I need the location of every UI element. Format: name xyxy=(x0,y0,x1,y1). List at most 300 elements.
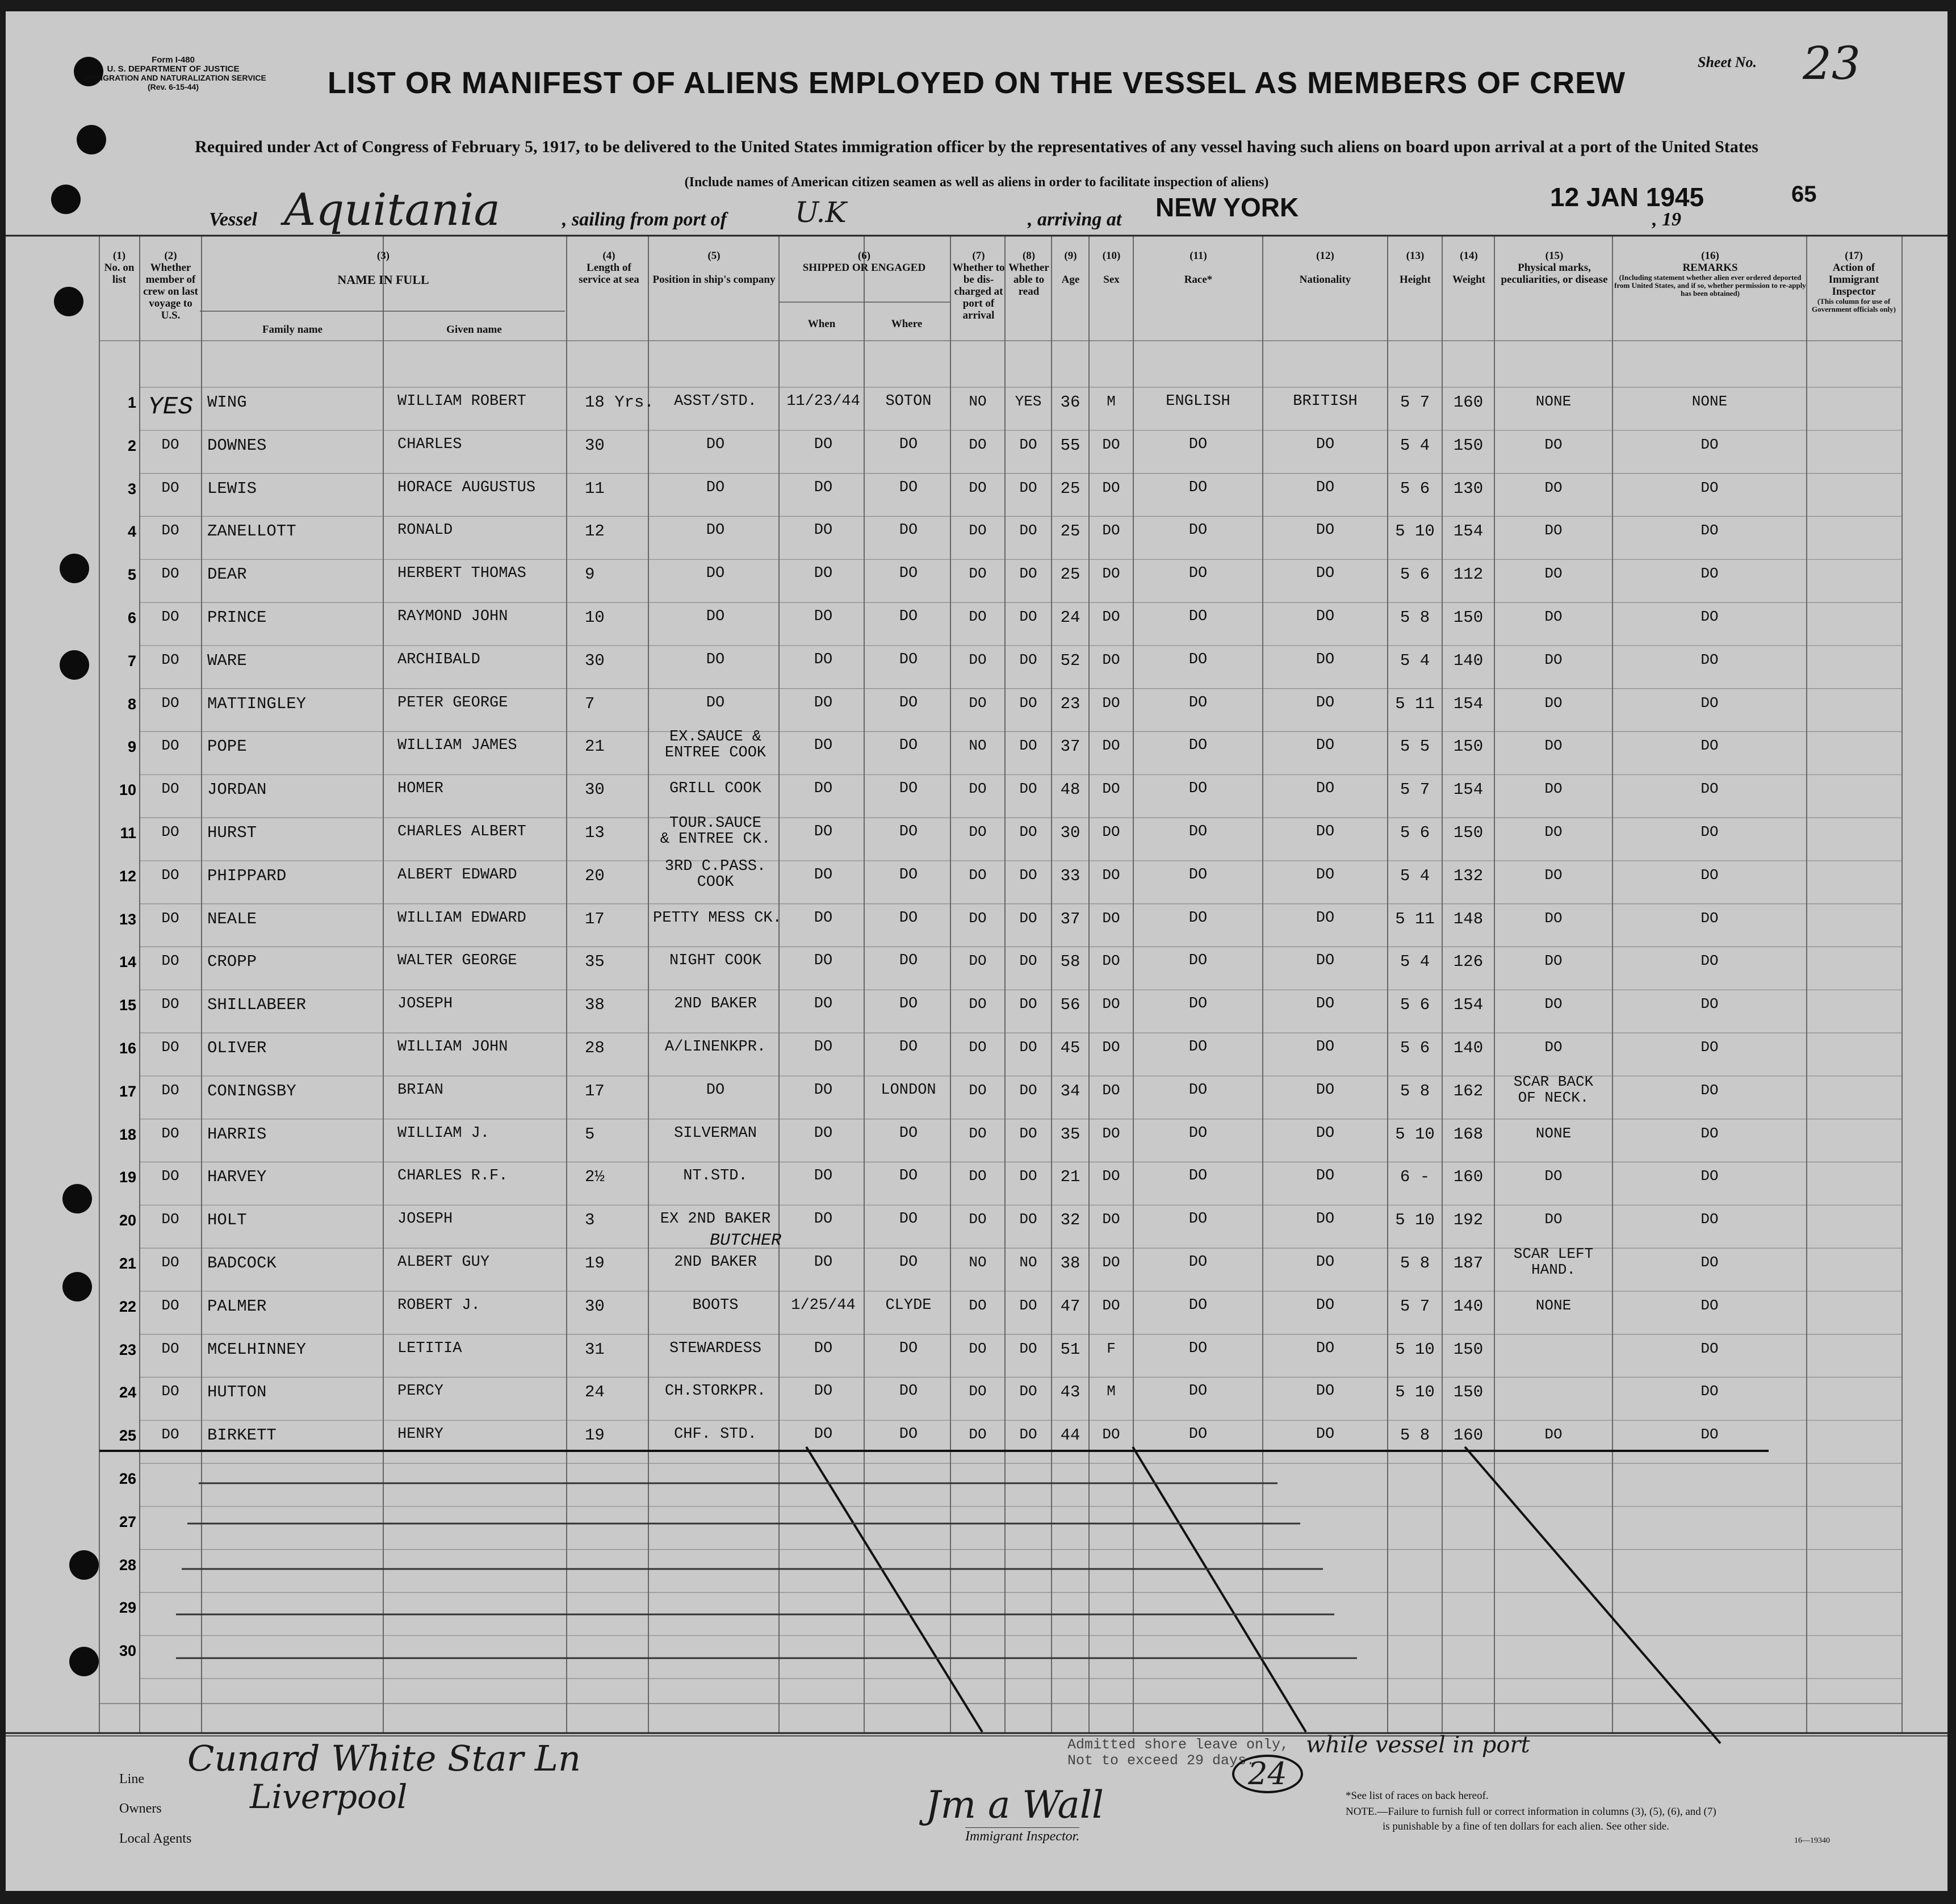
crew-count: 24 xyxy=(1232,1755,1303,1793)
discharge-cell: DO xyxy=(969,1426,987,1443)
given-name-cell: LETITIA xyxy=(397,1340,462,1357)
weight-cell: 140 xyxy=(1453,1039,1484,1057)
family-name-cell: BIRKETT xyxy=(207,1426,277,1445)
weight-cell: 160 xyxy=(1453,393,1484,412)
age-cell: 35 xyxy=(1060,1124,1080,1144)
position-cell: BOOTS xyxy=(692,1296,739,1314)
given-name-cell: WILLIAM ROBERT xyxy=(397,393,526,410)
discharge-cell: DO xyxy=(969,1167,987,1185)
prev-voyage-cell: DO xyxy=(161,565,179,583)
age-cell: 24 xyxy=(1060,608,1080,627)
given-name-cell: WILLIAM EDWARD xyxy=(397,909,526,927)
sex-cell: DO xyxy=(1102,1039,1120,1056)
remarks-cell: DO xyxy=(1700,1296,1719,1314)
discharge-cell: DO xyxy=(969,436,987,453)
weight-cell: 148 xyxy=(1453,909,1484,928)
given-name-cell: PERCY xyxy=(397,1383,444,1400)
weight-cell: 150 xyxy=(1453,1340,1484,1359)
shipped-when-cell: DO xyxy=(814,866,833,884)
prev-voyage-cell: DO xyxy=(161,1426,179,1443)
marks-cell: DO xyxy=(1544,694,1563,712)
age-cell: 48 xyxy=(1060,780,1080,800)
service-cell: 10 xyxy=(585,608,605,627)
row-number: 18 xyxy=(119,1125,136,1143)
family-name-cell: WING xyxy=(207,393,247,412)
height-cell: 5 10 xyxy=(1395,1211,1435,1230)
marks-cell: SCAR LEFT HAND. xyxy=(1513,1245,1594,1278)
race-cell: DO xyxy=(1188,522,1208,539)
race-cell: DO xyxy=(1188,1383,1208,1400)
shipped-where-cell: DO xyxy=(899,1211,918,1228)
sex-cell: DO xyxy=(1102,737,1120,755)
given-name-cell: WALTER GEORGE xyxy=(397,952,517,970)
nationality-cell: DO xyxy=(1316,1167,1335,1185)
discharge-cell: DO xyxy=(969,952,987,970)
age-cell: 38 xyxy=(1060,1254,1080,1273)
weight-cell: 130 xyxy=(1453,479,1484,498)
weight-cell: 168 xyxy=(1453,1124,1484,1144)
shipped-where-cell: DO xyxy=(899,1383,918,1400)
family-name-cell: NEALE xyxy=(207,909,257,928)
col6-when-header: When xyxy=(807,318,836,330)
family-name-cell: CROPP xyxy=(207,952,257,972)
prev-voyage-cell: DO xyxy=(161,952,179,970)
position-cell: NIGHT COOK xyxy=(669,952,762,970)
col3-header: (3) NAME IN FULL xyxy=(337,250,429,287)
marks-cell: DO xyxy=(1544,608,1563,625)
given-name-cell: ROBERT J. xyxy=(397,1296,480,1314)
col9-header: (9) Age xyxy=(1061,250,1080,286)
marks-cell: DO xyxy=(1544,479,1563,496)
shipped-where-cell: DO xyxy=(899,737,918,755)
given-name-cell: RAYMOND JOHN xyxy=(397,608,508,625)
family-name-cell: HURST xyxy=(207,823,257,842)
marks-cell: DO xyxy=(1544,866,1563,884)
shipped-when-cell: DO xyxy=(814,522,833,539)
shipped-where-cell: DO xyxy=(899,866,918,884)
remarks-cell: DO xyxy=(1700,823,1719,840)
age-cell: 56 xyxy=(1060,995,1080,1015)
owners-value: Liverpool xyxy=(250,1777,408,1816)
prev-voyage-cell: DO xyxy=(161,436,179,453)
prev-voyage-cell: DO xyxy=(161,823,179,840)
height-cell: 5 11 xyxy=(1395,694,1435,713)
service-cell: 21 xyxy=(585,737,605,756)
read-cell: DO xyxy=(1019,479,1037,496)
height-cell: 5 4 xyxy=(1400,866,1430,885)
admitted-note: Admitted shore leave only, xyxy=(1067,1736,1289,1753)
weight-cell: 162 xyxy=(1453,1081,1484,1100)
nationality-cell: DO xyxy=(1316,1254,1335,1271)
race-cell: DO xyxy=(1188,436,1208,453)
race-cell: DO xyxy=(1188,694,1208,712)
shipped-when-cell: DO xyxy=(814,565,833,583)
age-cell: 25 xyxy=(1060,522,1080,541)
shipped-where-cell: DO xyxy=(899,479,918,496)
row-number: 21 xyxy=(119,1255,136,1272)
discharge-cell: DO xyxy=(969,1124,987,1142)
shipped-when-cell: DO xyxy=(814,995,833,1013)
family-name-cell: HOLT xyxy=(207,1211,247,1230)
race-cell: DO xyxy=(1188,823,1208,840)
remarks-cell: NONE xyxy=(1691,393,1728,410)
marks-cell: NONE xyxy=(1535,393,1572,410)
family-name-cell: BADCOCK xyxy=(207,1254,277,1273)
form-number: Form I-480 xyxy=(152,55,195,65)
discharge-cell: DO xyxy=(969,823,987,840)
discharge-cell: DO xyxy=(969,1039,987,1056)
weight-cell: 140 xyxy=(1453,651,1484,670)
prev-voyage-cell: DO xyxy=(161,995,179,1013)
remarks-cell: DO xyxy=(1700,479,1719,496)
remarks-cell: DO xyxy=(1700,651,1719,668)
read-cell: DO xyxy=(1019,1426,1037,1443)
shipped-when-cell: DO xyxy=(814,1081,833,1099)
family-name-cell: PALMER xyxy=(207,1296,267,1316)
position-cell: EX 2ND BAKER xyxy=(660,1211,771,1228)
discharge-cell: DO xyxy=(969,1081,987,1099)
nationality-cell: DO xyxy=(1316,1296,1335,1314)
read-cell: DO xyxy=(1019,1340,1037,1357)
prev-voyage-cell: DO xyxy=(161,1296,179,1314)
shipped-when-cell: DO xyxy=(814,1124,833,1142)
shipped-where-cell: CLYDE xyxy=(885,1296,932,1314)
given-name-cell: BRIAN xyxy=(397,1081,444,1099)
row-number: 28 xyxy=(119,1556,136,1574)
age-cell: 37 xyxy=(1060,737,1080,756)
include-note: (Include names of American citizen seamen as well as aliens in order to facilitate inspection of aliens) xyxy=(684,175,1269,190)
age-cell: 58 xyxy=(1060,952,1080,972)
remarks-cell: DO xyxy=(1700,694,1719,712)
age-cell: 23 xyxy=(1060,694,1080,713)
race-cell: DO xyxy=(1188,1296,1208,1314)
row-number: 2 xyxy=(127,437,136,454)
age-cell: 43 xyxy=(1060,1383,1080,1402)
prev-voyage-cell: DO xyxy=(161,780,179,798)
shipped-when-cell: DO xyxy=(814,952,833,970)
marks-cell: DO xyxy=(1544,909,1563,927)
race-cell: DO xyxy=(1188,995,1208,1013)
age-cell: 45 xyxy=(1060,1039,1080,1057)
sex-cell: F xyxy=(1107,1340,1116,1357)
nationality-cell: DO xyxy=(1316,1340,1335,1357)
admitted-handwritten: while vessel in port xyxy=(1306,1732,1530,1758)
col10-header: (10) Sex xyxy=(1102,250,1121,286)
read-cell: DO xyxy=(1019,780,1037,798)
nationality-cell: DO xyxy=(1316,995,1335,1013)
read-cell: DO xyxy=(1019,737,1037,755)
read-cell: DO xyxy=(1019,866,1037,884)
year-label: , 19 xyxy=(1652,209,1681,230)
position-cell: 2ND BAKER xyxy=(674,1254,757,1271)
age-cell: 30 xyxy=(1060,823,1080,842)
remarks-cell: DO xyxy=(1700,780,1719,798)
shipped-where-cell: LONDON xyxy=(881,1081,936,1099)
given-name-cell: RONALD xyxy=(397,522,453,539)
position-cell: ASST/STD. xyxy=(674,393,757,410)
height-cell: 5 10 xyxy=(1395,1340,1435,1359)
marks-cell: DO xyxy=(1544,952,1563,970)
position-note-cell: BUTCHER xyxy=(710,1231,782,1250)
position-cell: A/LINENKPR. xyxy=(664,1039,767,1056)
marks-cell: DO xyxy=(1544,651,1563,668)
discharge-cell: DO xyxy=(969,651,987,668)
nationality-cell: DO xyxy=(1316,1124,1335,1142)
shipped-where-cell: DO xyxy=(899,694,918,712)
service-cell: 17 xyxy=(585,1081,605,1100)
failure-note: NOTE.—Failure to furnish full or correct information in columns (3), (5), (6), and (7) xyxy=(1346,1806,1716,1818)
position-cell: DO xyxy=(706,436,725,453)
family-name-cell: CONINGSBY xyxy=(207,1081,296,1100)
age-cell: 33 xyxy=(1060,866,1080,885)
prev-voyage-cell: DO xyxy=(161,1254,179,1271)
read-cell: DO xyxy=(1019,651,1037,668)
line-value: Cunard White Star Ln xyxy=(187,1738,581,1779)
shipped-when-cell: DO xyxy=(814,479,833,496)
sex-cell: M xyxy=(1107,393,1116,410)
row-number: 19 xyxy=(119,1169,136,1186)
sex-cell: DO xyxy=(1102,1124,1120,1142)
age-cell: 36 xyxy=(1060,393,1080,412)
nationality-cell: DO xyxy=(1316,1081,1335,1099)
read-cell: DO xyxy=(1019,995,1037,1013)
row-number: 7 xyxy=(127,652,136,669)
height-cell: 5 8 xyxy=(1400,1254,1430,1273)
service-cell: 35 xyxy=(585,952,605,972)
sex-cell: DO xyxy=(1102,1296,1120,1314)
given-name-cell: CHARLES xyxy=(397,436,462,453)
row-number: 3 xyxy=(127,480,136,497)
marks-cell: DO xyxy=(1544,565,1563,583)
discharge-cell: DO xyxy=(969,1383,987,1400)
position-cell: 3RD C.PASS. COOK xyxy=(664,857,767,891)
service-cell: 9 xyxy=(585,565,595,584)
shipped-where-cell: DO xyxy=(899,565,918,583)
nationality-cell: DO xyxy=(1316,909,1335,927)
sex-cell: DO xyxy=(1102,866,1120,884)
height-cell: 6 - xyxy=(1400,1167,1430,1187)
service-cell: 12 xyxy=(585,522,605,541)
marks-cell: DO xyxy=(1544,1426,1563,1443)
race-cell: DO xyxy=(1188,737,1208,755)
row-number: 8 xyxy=(127,695,136,713)
shipped-where-cell: DO xyxy=(899,995,918,1013)
weight-cell: 150 xyxy=(1453,436,1484,455)
given-name-cell: HORACE AUGUSTUS xyxy=(397,479,536,496)
col1-header: (1) No. on list xyxy=(104,250,135,286)
position-cell: EX.SAUCE & ENTREE COOK xyxy=(664,729,767,762)
prev-voyage-cell: DO xyxy=(161,1167,179,1185)
nationality-cell: DO xyxy=(1316,479,1335,496)
col13-header: (13) Height xyxy=(1400,250,1431,286)
row-number: 23 xyxy=(119,1341,136,1358)
position-cell: CHF. STD. xyxy=(674,1426,757,1443)
marks-cell: DO xyxy=(1544,823,1563,840)
sex-cell: DO xyxy=(1102,1254,1120,1271)
prev-voyage-cell: DO xyxy=(161,737,179,755)
weight-cell: 154 xyxy=(1453,780,1484,800)
shipped-where-cell: DO xyxy=(899,823,918,840)
marks-cell: NONE xyxy=(1535,1296,1572,1314)
col4-header: (4) Length of service at sea xyxy=(579,250,639,286)
height-cell: 5 5 xyxy=(1400,737,1430,756)
family-name-cell: PHIPPARD xyxy=(207,866,287,885)
nationality-cell: DO xyxy=(1316,436,1335,453)
race-cell: DO xyxy=(1188,1211,1208,1228)
col15-header: (15) Physical marks, peculiarities, or disease xyxy=(1501,250,1608,286)
remarks-cell: DO xyxy=(1700,737,1719,755)
position-cell: STEWARDESS xyxy=(669,1340,762,1357)
sex-cell: DO xyxy=(1102,436,1120,453)
nationality-cell: DO xyxy=(1316,608,1335,625)
shipped-when-cell: 11/23/44 xyxy=(786,393,860,410)
shipped-when-cell: 1/25/44 xyxy=(791,1296,856,1314)
discharge-cell: NO xyxy=(969,737,987,755)
position-cell: NT.STD. xyxy=(683,1167,748,1185)
position-cell: DO xyxy=(706,479,725,496)
prev-voyage-cell: DO xyxy=(161,866,179,884)
sex-cell: DO xyxy=(1102,823,1120,840)
age-cell: 55 xyxy=(1060,436,1080,455)
service-cell: 3 xyxy=(585,1211,595,1230)
race-cell: DO xyxy=(1188,866,1208,884)
height-cell: 5 7 xyxy=(1400,780,1430,800)
family-name-cell: SHILLABEER xyxy=(207,995,307,1015)
height-cell: 5 10 xyxy=(1395,1124,1435,1144)
nationality-cell: DO xyxy=(1316,694,1335,712)
row-number: 13 xyxy=(119,910,136,928)
row-number: 6 xyxy=(127,609,136,626)
marks-cell: DO xyxy=(1544,436,1563,453)
sex-cell: DO xyxy=(1102,1426,1120,1443)
prev-voyage-cell: DO xyxy=(161,1211,179,1228)
row-number: 27 xyxy=(119,1513,136,1530)
arrival-date: 12 JAN 1945 xyxy=(1550,182,1704,212)
discharge-cell: DO xyxy=(969,694,987,712)
given-name-cell: WILLIAM J. xyxy=(397,1124,490,1142)
sex-cell: DO xyxy=(1102,1211,1120,1228)
row-number: 10 xyxy=(119,781,136,799)
race-cell: DO xyxy=(1188,952,1208,970)
read-cell: DO xyxy=(1019,1211,1037,1228)
service-cell: 19 xyxy=(585,1254,605,1273)
sex-cell: DO xyxy=(1102,479,1120,496)
shipped-when-cell: DO xyxy=(814,780,833,798)
prev-voyage-cell: DO xyxy=(161,608,179,625)
race-cell: DO xyxy=(1188,1039,1208,1056)
height-cell: 5 4 xyxy=(1400,651,1430,670)
weight-cell: 132 xyxy=(1453,866,1484,885)
weight-cell: 154 xyxy=(1453,694,1484,713)
position-cell: CH.STORKPR. xyxy=(664,1383,767,1400)
required-statement: Required under Act of Congress of February 5, 1917, to be delivered to the United States immigration officer by the representatives of any vessel having such aliens on board upon arrival at a port of the United States xyxy=(195,137,1758,156)
marks-cell: DO xyxy=(1544,995,1563,1013)
nationality-cell: DO xyxy=(1316,565,1335,583)
family-name-cell: HARRIS xyxy=(207,1124,267,1144)
read-cell: DO xyxy=(1019,436,1037,453)
remarks-cell: DO xyxy=(1700,952,1719,970)
position-cell: SILVERMAN xyxy=(674,1124,757,1142)
prev-voyage-cell: DO xyxy=(161,1039,179,1056)
service-cell: 24 xyxy=(585,1383,605,1402)
service-cell: 31 xyxy=(585,1340,605,1359)
shipped-when-cell: DO xyxy=(814,1211,833,1228)
inspector-label: Immigrant Inspector. xyxy=(965,1827,1079,1844)
shipped-where-cell: DO xyxy=(899,1426,918,1443)
prev-voyage-cell: DO xyxy=(161,479,179,496)
nationality-cell: DO xyxy=(1316,1039,1335,1056)
sex-cell: DO xyxy=(1102,952,1120,970)
weight-cell: 150 xyxy=(1453,737,1484,756)
col7-header: (7) Whether to be dis-charged at port of arrival xyxy=(952,250,1005,321)
service-cell: 20 xyxy=(585,866,605,885)
race-cell: DO xyxy=(1188,608,1208,625)
from-port: U.K xyxy=(795,196,847,229)
weight-cell: 126 xyxy=(1453,952,1484,972)
discharge-cell: DO xyxy=(969,608,987,625)
row-number: 20 xyxy=(119,1212,136,1229)
race-cell: DO xyxy=(1188,1081,1208,1099)
sailing-label: , sailing from port of xyxy=(562,209,727,230)
position-cell: DO xyxy=(706,608,725,625)
marks-cell: DO xyxy=(1544,780,1563,798)
discharge-cell: DO xyxy=(969,479,987,496)
col5-header: (5) Position in ship's company xyxy=(652,250,776,286)
race-cell: DO xyxy=(1188,1167,1208,1185)
weight-cell: 160 xyxy=(1453,1426,1484,1445)
read-cell: NO xyxy=(1019,1254,1037,1271)
family-name-cell: PRINCE xyxy=(207,608,267,627)
height-cell: 5 8 xyxy=(1400,1081,1430,1100)
given-name-cell: CHARLES ALBERT xyxy=(397,823,526,840)
read-cell: DO xyxy=(1019,1383,1037,1400)
prev-voyage-cell: DO xyxy=(161,651,179,668)
read-cell: DO xyxy=(1019,952,1037,970)
position-cell: DO xyxy=(706,522,725,539)
row-number: 22 xyxy=(119,1298,136,1315)
given-name-cell: ARCHIBALD xyxy=(397,651,480,668)
read-cell: DO xyxy=(1019,565,1037,583)
sex-cell: M xyxy=(1107,1383,1116,1400)
marks-cell: DO xyxy=(1544,522,1563,539)
nationality-cell: DO xyxy=(1316,1426,1335,1443)
remarks-cell: DO xyxy=(1700,866,1719,884)
position-cell: DO xyxy=(706,1081,725,1099)
position-cell: PETTY MESS CK. xyxy=(653,909,782,927)
weight-cell: 150 xyxy=(1453,1383,1484,1402)
height-cell: 5 6 xyxy=(1400,565,1430,584)
col3-family-header: Family name xyxy=(262,324,323,336)
shipped-when-cell: DO xyxy=(814,1254,833,1271)
prev-voyage-cell: DO xyxy=(161,1124,179,1142)
race-cell: DO xyxy=(1188,479,1208,496)
age-cell: 52 xyxy=(1060,651,1080,670)
nationality-cell: DO xyxy=(1316,522,1335,539)
weight-cell: 154 xyxy=(1453,995,1484,1015)
marks-cell: DO xyxy=(1544,1039,1563,1056)
nationality-cell: DO xyxy=(1316,780,1335,798)
marks-cell: SCAR BACK OF NECK. xyxy=(1513,1073,1594,1106)
discharge-cell: DO xyxy=(969,522,987,539)
discharge-cell: NO xyxy=(969,393,987,410)
given-name-cell: ALBERT EDWARD xyxy=(397,866,517,884)
read-cell: DO xyxy=(1019,823,1037,840)
discharge-cell: DO xyxy=(969,780,987,798)
service-cell: 30 xyxy=(585,436,605,455)
row-number: 9 xyxy=(127,738,136,756)
read-cell: YES xyxy=(1015,393,1042,410)
shipped-when-cell: DO xyxy=(814,436,833,453)
